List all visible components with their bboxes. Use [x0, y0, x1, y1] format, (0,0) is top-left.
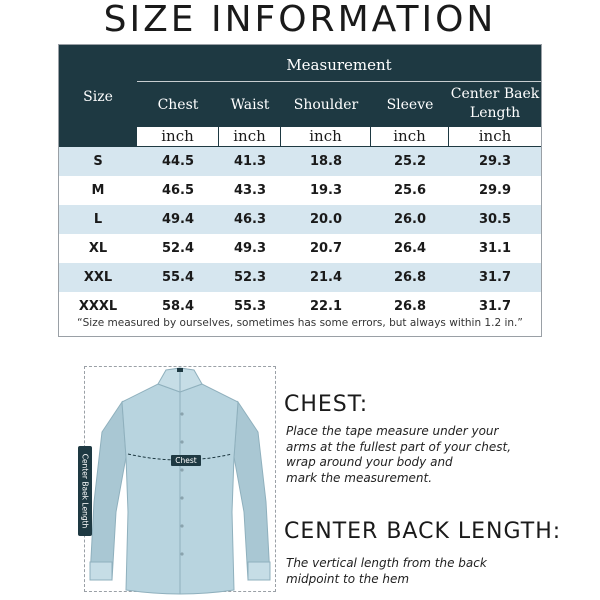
value-cell: 26.8 [393, 299, 427, 314]
center-back-length-text: Center Baek Length [80, 453, 90, 529]
chest-tag: Chest [171, 455, 201, 466]
table-row [59, 176, 541, 205]
value-cell: 43.3 [233, 183, 267, 198]
value-cell: 49.4 [161, 212, 195, 227]
size-cell: L [93, 212, 103, 227]
value-cell: 26.4 [393, 241, 427, 256]
value-cell: 58.4 [161, 299, 195, 314]
right-cuff [248, 562, 270, 580]
size-cell: XXL [83, 270, 113, 285]
button [180, 412, 183, 415]
value-cell: 25.2 [393, 154, 427, 169]
value-cell: 18.8 [309, 154, 343, 169]
chest-description-line: wrap around your body and [286, 455, 453, 469]
unit-waist: inch [219, 127, 280, 146]
value-cell: 46.3 [233, 212, 267, 227]
size-cell: M [91, 183, 105, 198]
value-cell: 31.7 [478, 270, 512, 285]
size-cell: XXXL [78, 299, 118, 314]
collar-label [177, 368, 183, 372]
column-header-center-back-length [449, 86, 541, 121]
chest-description-line: mark the measurement. [286, 470, 433, 485]
button [180, 552, 183, 555]
value-cell: 20.7 [309, 241, 343, 256]
column-header-shoulder: Shoulder [293, 97, 359, 113]
value-cell: 44.5 [161, 154, 195, 169]
unit-center-back-length: inch [449, 127, 541, 146]
center-back-length-description [286, 556, 487, 587]
value-cell: 19.3 [309, 183, 343, 198]
size-column-header: Size [83, 89, 113, 105]
chest-heading: CHEST: [284, 392, 369, 417]
value-cell: 26.0 [393, 212, 427, 227]
value-cell: 31.7 [478, 299, 512, 314]
chest-description-line: Place the tape measure under your [286, 424, 499, 438]
unit-row [59, 127, 541, 147]
table-row [59, 205, 541, 234]
table-row [59, 263, 541, 292]
value-cell: 29.3 [478, 154, 512, 169]
value-cell: 20.0 [309, 212, 343, 227]
unit-sleeve: inch [371, 127, 448, 146]
measurement-header: Measurement [286, 56, 392, 74]
value-cell: 55.3 [233, 299, 267, 314]
table-row [59, 147, 541, 176]
value-cell: 52.4 [161, 241, 195, 256]
center-back-length-tag [78, 446, 92, 536]
unit-shoulder: inch [281, 127, 370, 146]
center-back-length-heading: CENTER BACK LENGTH: [284, 519, 562, 544]
left-sleeve [90, 402, 126, 580]
column-header-waist: Waist [230, 97, 270, 113]
chest-description [286, 424, 511, 486]
length-description-line: The vertical length from the back [286, 556, 487, 570]
value-cell: 25.6 [393, 183, 427, 198]
column-header-chest: Chest [157, 97, 199, 113]
value-cell: 55.4 [161, 270, 195, 285]
left-cuff [90, 562, 112, 580]
button [180, 440, 183, 443]
size-table [58, 44, 542, 337]
size-cell: S [93, 154, 103, 169]
button [180, 468, 183, 471]
value-cell: 31.1 [478, 241, 512, 256]
page-title: SIZE INFORMATION [103, 0, 497, 40]
size-cell: XL [88, 241, 108, 256]
value-cell: 29.9 [478, 183, 512, 198]
chest-description-line: arms at the fullest part of your chest, [286, 439, 512, 454]
value-cell: 41.3 [233, 154, 267, 169]
column-header-line1: Center Baek [450, 86, 540, 102]
value-cell: 46.5 [161, 183, 195, 198]
column-header-line2: Length [469, 105, 521, 121]
table-row [59, 234, 541, 263]
value-cell: 22.1 [309, 299, 343, 314]
value-cell: 49.3 [233, 241, 267, 256]
size-note: “Size measured by ourselves, sometimes has some errors, but always within 1.2 in.” [77, 317, 523, 329]
value-cell: 26.8 [393, 270, 427, 285]
button [180, 496, 183, 499]
shirt-illustration [80, 362, 280, 600]
unit-chest: inch [137, 127, 218, 146]
value-cell: 21.4 [309, 270, 343, 285]
header-divider [137, 81, 541, 82]
value-cell: 52.3 [233, 270, 267, 285]
column-header-sleeve: Sleeve [386, 97, 434, 113]
length-description-line: midpoint to the hem [286, 571, 410, 586]
right-sleeve [234, 402, 270, 580]
value-cell: 30.5 [478, 212, 512, 227]
button [180, 524, 183, 527]
